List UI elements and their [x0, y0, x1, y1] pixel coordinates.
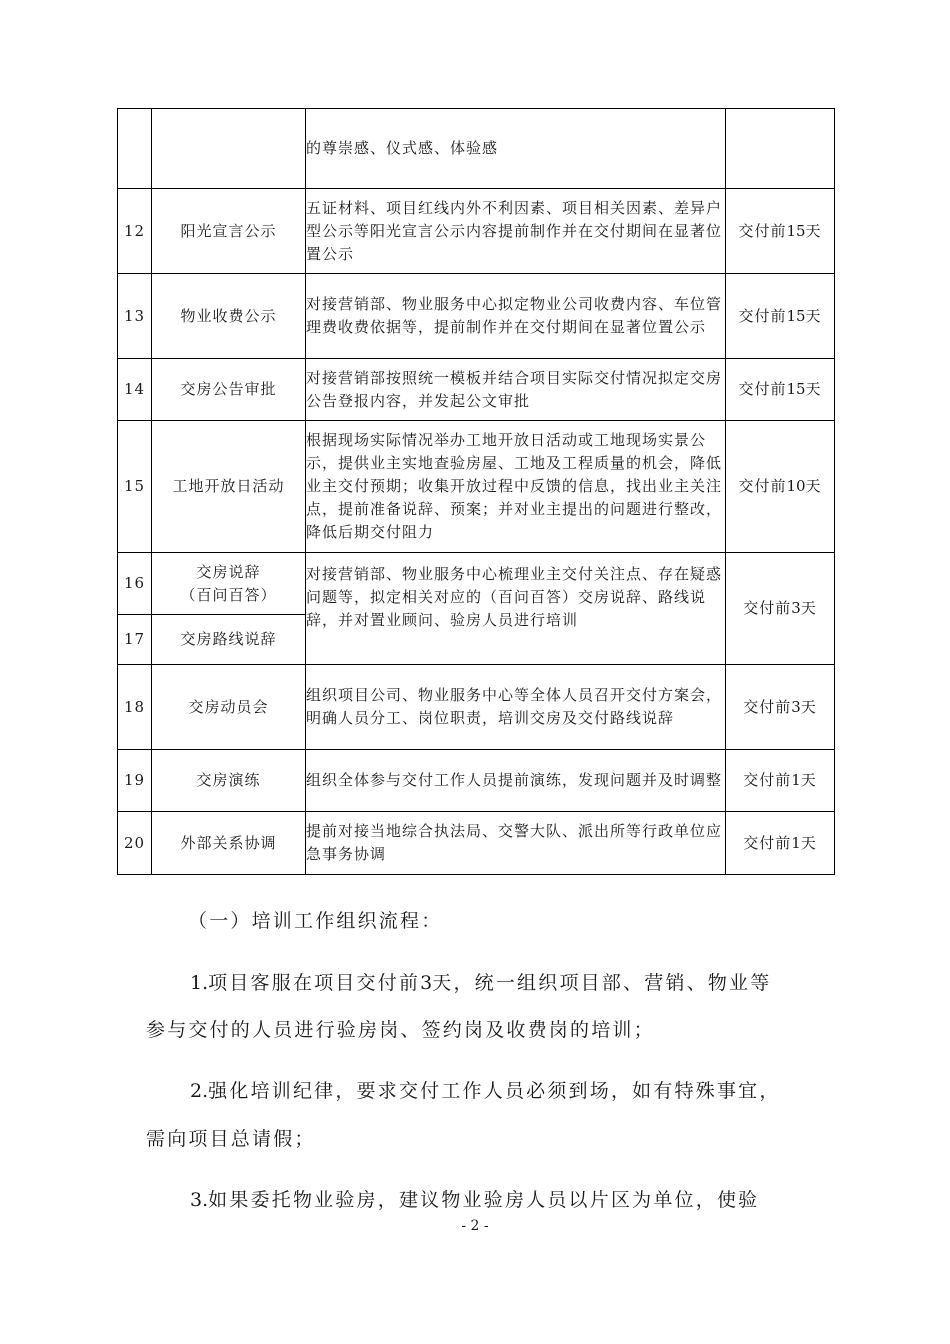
deadline-prefix: 交付前: [738, 380, 787, 398]
deadline-number: 15: [786, 380, 806, 398]
item-name: [152, 553, 306, 615]
deadline-number: 1: [791, 833, 801, 852]
item-name: 物业收费公示: [152, 274, 306, 359]
table-row: [118, 553, 835, 615]
item-description: 的尊崇感、仪式感、体验感: [306, 109, 726, 189]
deadline-unit: 天: [800, 833, 817, 852]
row-number: 19: [118, 750, 152, 812]
paragraph-2-text: 强化培训纪律，要求交付工作人员必须到场，如有特殊事宜，: [208, 1080, 781, 1102]
paragraph-1-text-b: 天，统一组织项目部、营销、物业等: [432, 972, 772, 994]
paragraph-3-lead: 3.: [190, 1189, 209, 1211]
deadline-prefix: 交付前: [743, 771, 792, 789]
paragraph-1-lead: 1.: [190, 972, 209, 994]
row-number: 17: [118, 615, 152, 665]
item-description: 提前对接当地综合执法局、交警大队、派出所等行政单位应急事务协调: [306, 812, 726, 875]
item-name: 交房演练: [152, 750, 306, 812]
deadline: [726, 750, 835, 812]
row-number: 13: [118, 274, 152, 359]
deadline-prefix: 交付前: [738, 477, 787, 495]
deadline: [726, 812, 835, 875]
row-number: 20: [118, 812, 152, 875]
table-row: [118, 665, 835, 750]
deadline-unit: 天: [805, 221, 822, 240]
deadline-unit: 天: [800, 697, 817, 716]
deadline-prefix: 交付前: [743, 833, 792, 852]
paragraph-3: [190, 1185, 759, 1212]
deadline-unit: 天: [805, 477, 822, 495]
deadline: [726, 359, 835, 421]
table-row: [118, 812, 835, 875]
row-number: 14: [118, 359, 152, 421]
paragraph-1-line2: 参与交付的人员进行验房岗、签约岗及收费岗的培训；: [146, 1019, 655, 1041]
row-number: 18: [118, 665, 152, 750]
deadline-prefix: 交付前: [743, 697, 792, 716]
deadline: [726, 553, 835, 665]
deadline-number: 3: [791, 697, 801, 716]
paragraph-2: [190, 1076, 781, 1103]
deadline-number: 15: [786, 306, 806, 325]
deadline-number: 3: [791, 599, 801, 617]
item-description: 组织项目公司、物业服务中心等全体人员召开交付方案会，明确人员分工、岗位职责，培训交房及交付路线说辞: [306, 665, 726, 750]
deadline-number: 10: [786, 477, 806, 495]
item-name: 交房路线说辞: [152, 615, 306, 665]
table-row: [118, 189, 835, 274]
paragraph-2-line2: 需向项目总请假；: [146, 1128, 316, 1150]
item-description: 根据现场实际情况举办工地开放日活动或工地现场实景公示，提供业主实地查验房屋、工地及工程质量的机会，降低业主交付预期；收集开放过程中反馈的信息，找出业主关注点，提前准备说辞、预案；并对业主提出的问题进行整改，降低后期交付阻力: [306, 421, 726, 553]
paragraph-1-number: 3: [420, 972, 433, 994]
item-description: 组织全体参与交付工作人员提前演练，发现问题并及时调整: [306, 750, 726, 812]
deadline: [726, 421, 835, 553]
row-number: 16: [118, 553, 152, 615]
page-number: - 2 -: [461, 1218, 489, 1234]
table-row: [118, 750, 835, 812]
deadline-prefix: 交付前: [738, 306, 787, 325]
deadline: [726, 109, 835, 189]
item-name-line1: 交房说辞: [196, 562, 261, 581]
item-name: 工地开放日活动: [152, 421, 306, 553]
deadline-number: 15: [786, 221, 806, 240]
deadline: [726, 665, 835, 750]
deadline: [726, 274, 835, 359]
item-description: 五证材料、项目红线内外不利因素、项目相关因素、差异户型公示等阳光宣言公示内容提前制作并在交付期间在显著位置公示: [306, 189, 726, 274]
deadline: [726, 189, 835, 274]
paragraph-1: [190, 968, 771, 995]
item-name: 阳光宣言公示: [152, 189, 306, 274]
table-row: [118, 359, 835, 421]
item-description: 对接营销部按照统一模板并结合项目实际交付情况拟定交房公告登报内容，并发起公文审批: [306, 359, 726, 421]
paragraph-2-lead: 2.: [190, 1080, 209, 1102]
deadline-number: 1: [791, 771, 801, 789]
paragraph-1-text-a: 项目客服在项目交付前: [208, 972, 421, 994]
delivery-plan-table: [117, 108, 835, 875]
row-number: 12: [118, 189, 152, 274]
deadline-unit: 天: [800, 599, 817, 617]
section-heading: （一）培训工作组织流程：: [188, 910, 443, 932]
paragraph-3-text: 如果委托物业验房，建议物业验房人员以片区为单位，使验: [208, 1189, 760, 1211]
table-row: [118, 421, 835, 553]
row-number: 15: [118, 421, 152, 553]
table-row: [118, 274, 835, 359]
deadline-unit: 天: [805, 306, 822, 325]
deadline-prefix: 交付前: [738, 221, 787, 240]
item-name: 交房动员会: [152, 665, 306, 750]
row-number: [118, 109, 152, 189]
item-name: 交房公告审批: [152, 359, 306, 421]
deadline-prefix: 交付前: [743, 599, 792, 617]
deadline-unit: 天: [805, 380, 822, 398]
item-description: 对接营销部、物业服务中心梳理业主交付关注点、存在疑惑问题等，拟定相关对应的（百问百答）交房说辞、路线说辞，并对置业顾问、验房人员进行培训: [306, 553, 726, 665]
item-name: [152, 109, 306, 189]
table-row: [118, 109, 835, 189]
deadline-unit: 天: [800, 771, 817, 789]
item-description: 对接营销部、物业服务中心拟定物业公司收费内容、车位管理费收费依据等，提前制作并在交付期间在显著位置公示: [306, 274, 726, 359]
item-name: 外部关系协调: [152, 812, 306, 875]
item-name-line2: （百问百答）: [180, 585, 277, 604]
